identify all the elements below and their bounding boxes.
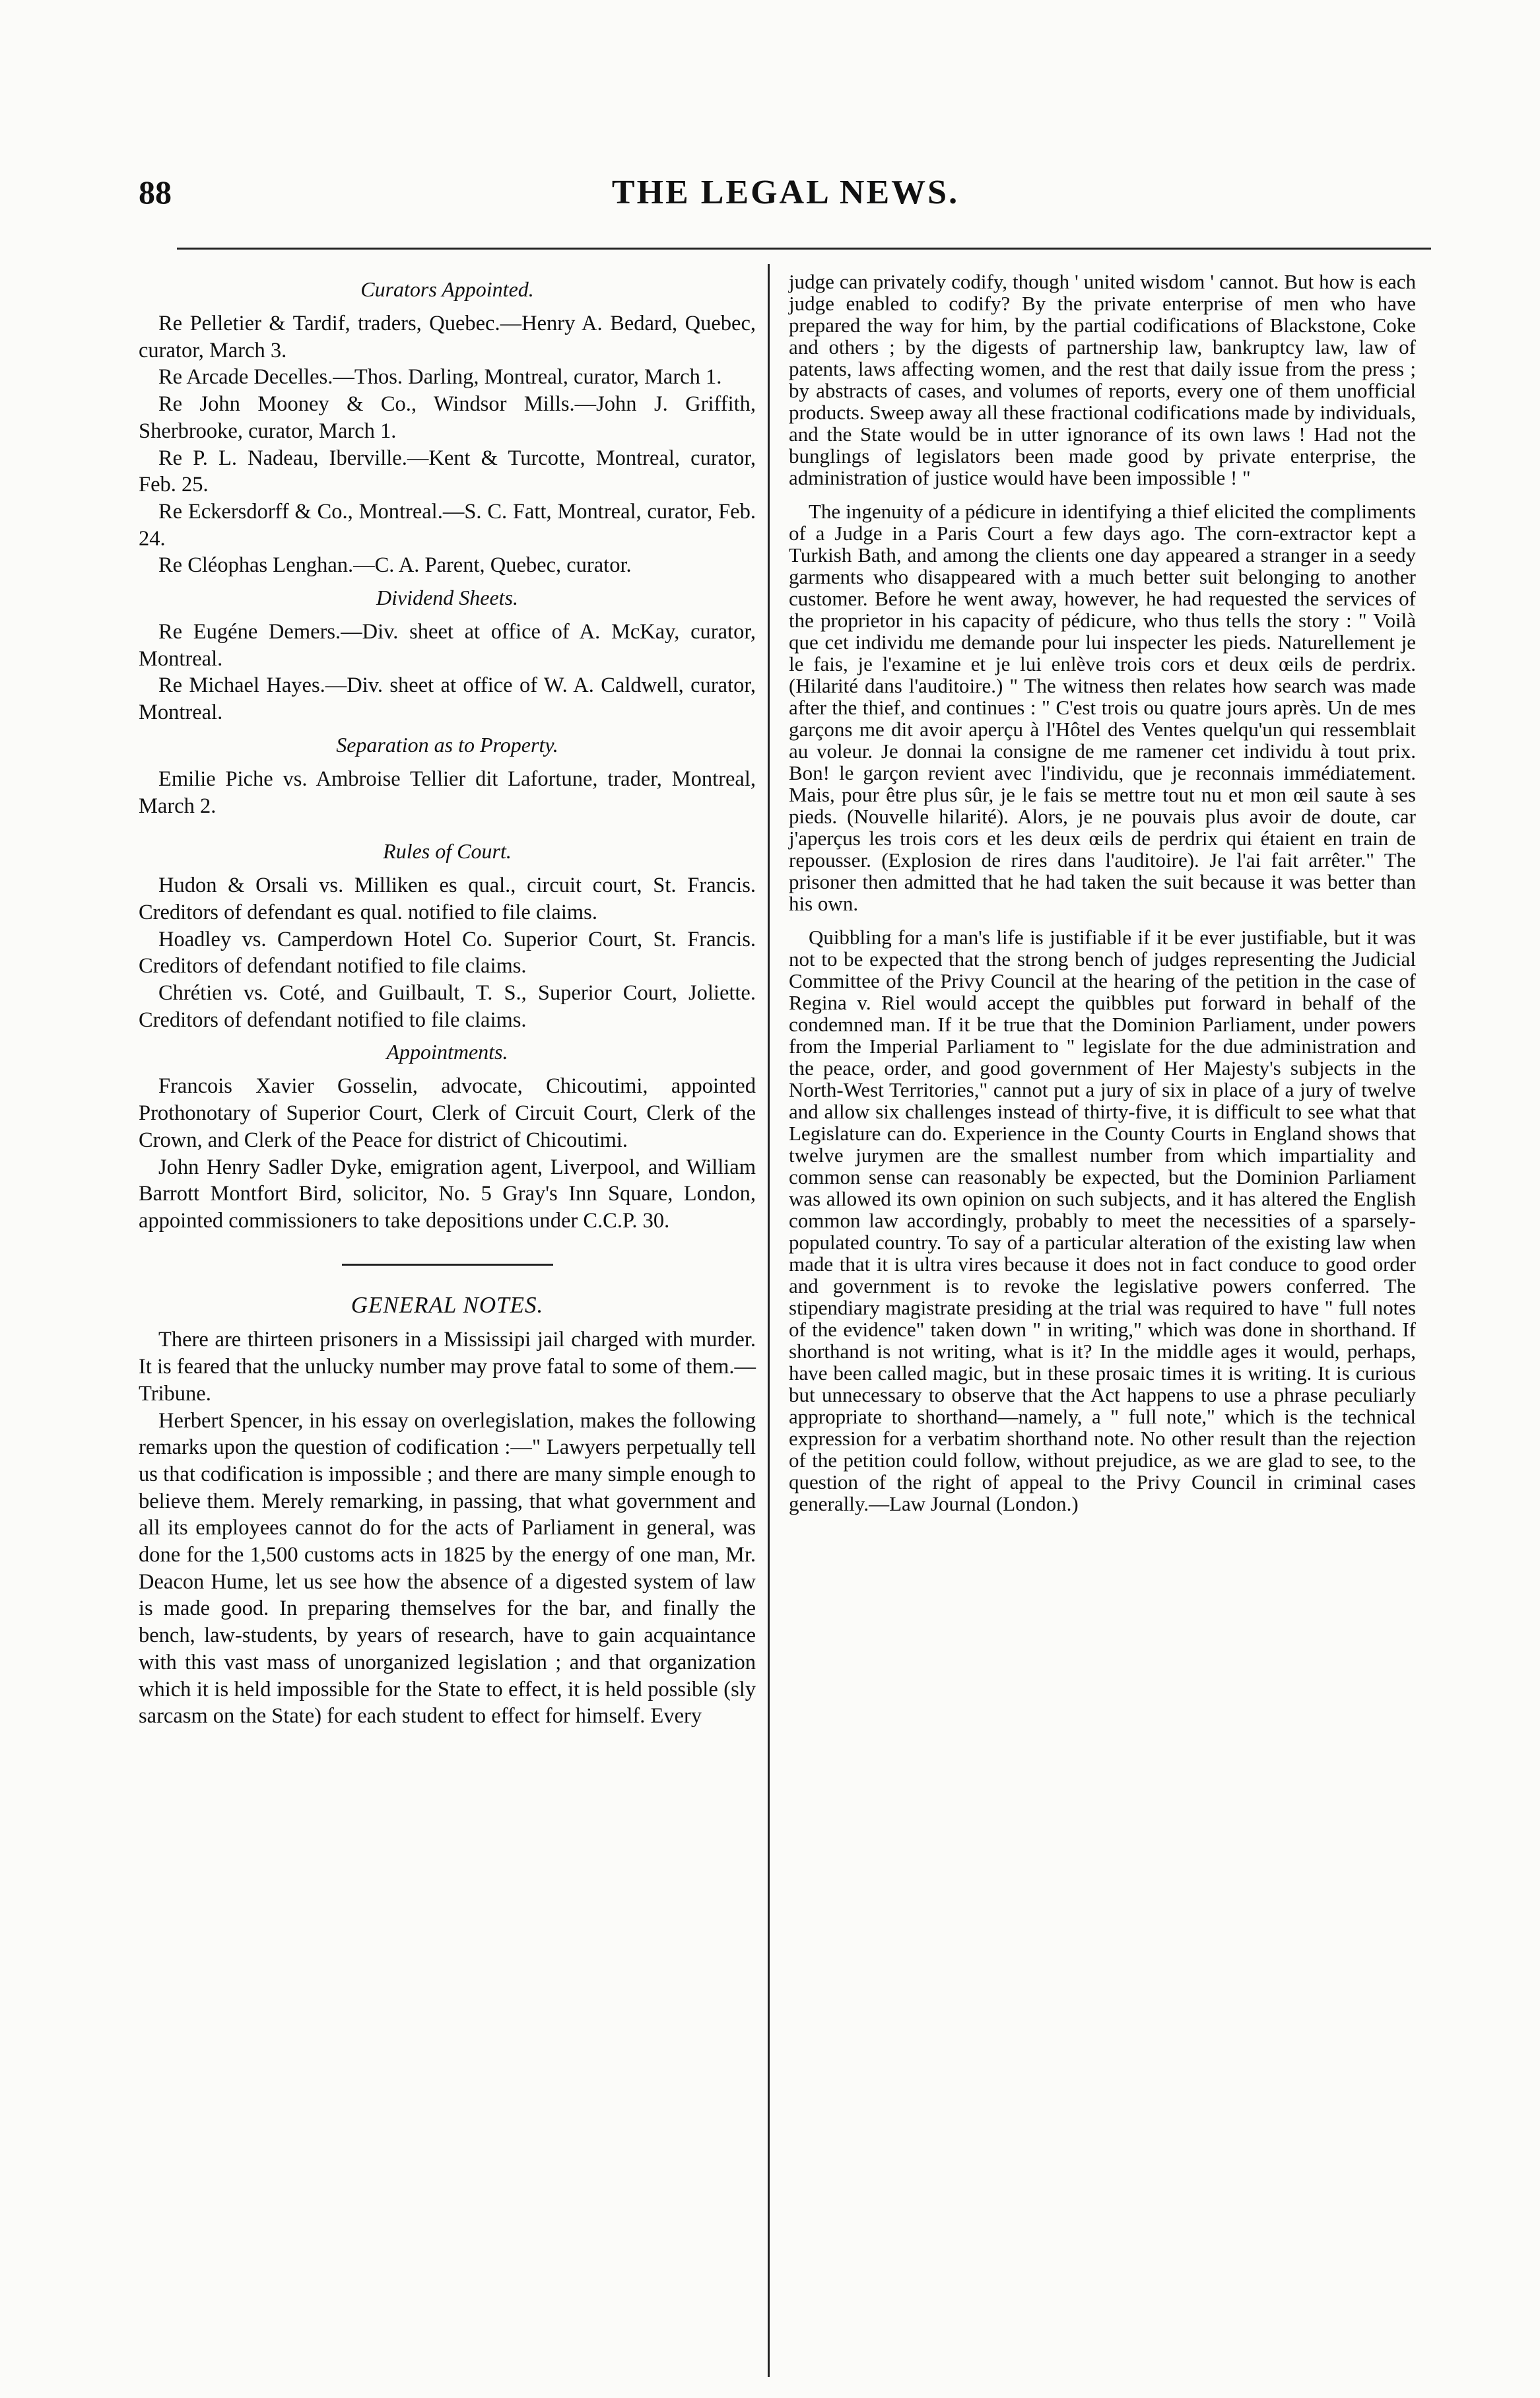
column-divider [768,264,770,2377]
left-column [139,271,756,1730]
list-item: Re Michael Hayes.—Div. sheet at office of W. A. Caldwell, curator, Montreal. [139,673,756,725]
continuation-paragraph: judge can privately codify, though ' united wisdom ' cannot. But how is each judge enabled to codify? By the private enterprise of men who have prepared the way for him, by the partial codifications of Blackstone, Coke and others ; by the digests of partnership law, bankruptcy law, law of patents, laws affecting women, and the rest that daily issue from the press ; by abstracts of cases, and volumes of reports, every one of them unofficial products. Sweep away all these fractional codifications made by individuals, and the State would be in utter ignorance of its own laws ! Had not the bunglings of legislators been made good by private enterprise, the administration of justice would have been impossible ! " [789,270,1416,489]
list-item: Re Eugéne Demers.—Div. sheet at office of A. McKay, curator, Montreal. [139,620,756,671]
list-item: Chrétien vs. Coté, and Guilbault, T. S., Superior Court, Joliette. Creditors of defendant notified to file claims. [139,981,756,1032]
separation-heading: Separation as to Property. [336,732,558,757]
right-column [789,271,1416,1515]
general-notes-heading: GENERAL NOTES. [351,1291,544,1318]
list-item: Hoadley vs. Camperdown Hotel Co. Superior Court, St. Francis. Creditors of defendant notified to file claims. [139,927,756,978]
list-item: Hudon & Orsali vs. Milliken es qual., circuit court, St. Francis. Creditors of defendant es qual. notified to file claims. [139,874,756,924]
page-number: 88 [139,174,172,211]
list-item: Re Cléophas Lenghan.—C. A. Parent, Quebec, curator. [158,553,632,578]
list-item: John Henry Sadler Dyke, emigration agent, Liverpool, and William Barrott Montfort Bird, solicitor, No. 5 Gray's Inn Square, London, appointed commissioners to take depositions under C.C.P. 30. [139,1155,756,1233]
section-rule [342,1264,553,1266]
appointments-heading: Appointments. [386,1040,508,1064]
pedicure-paragraph: The ingenuity of a pédicure in identifying a thief elicited the compliments of a Judge in a Paris Court a few days ago. The corn-extractor kept a Turkish Bath, and among the clients one day appeared a stranger in a seedy garments who disappeared with a much better suit belonging to another customer. Before he went away, however, he had requested the services of the proprietor in his capacity of pédicure, who thus tells the story : " Voilà que cet individu me demande pour lui inspecter les pieds. Naturellement je le fais, je l'examine et je lui enlève trois cors et deux œils de perdrix. (Hilarité dans l'auditoire.) " The witness then relates how search was made after the thief, and continues : " C'est trois ou quatre jours après. Un de mes garçons me dit avoir aperçu à l'Hôtel des Ventes quelqu'un qui ressemblait au voleur. Je donnai la consigne de me ramener cet individu à tout prix. Bon! le garçon revient avec l'individu, que je reconnais immédiatement. Mais, pour être plus sûr, je le fais se mettre tout nu et mon œil saute à ses pieds. (Nouvelle hilarité). Alors, je ne pouvais plus avoir de doute, car j'aperçus les trois cors et les deux œils de perdrix qui étaient en train de repousser. (Explosion de rires dans l'auditoire). Je l'ai fait arrêter." The prisoner then admitted that he had taken the suit because it was better than his own. [789,500,1416,915]
list-item: Re Eckersdorff & Co., Montreal.—S. C. Fatt, Montreal, curator, Feb. 24. [139,499,756,551]
list-item: Francois Xavier Gosselin, advocate, Chicoutimi, appointed Prothonotary of Superior Court, Clerk of Circuit Court, Clerk of the Crown, and Clerk of the Peace for district of Chicoutimi. [139,1074,756,1152]
curators-heading: Curators Appointed. [360,277,534,301]
note-paragraph: Herbert Spencer, in his essay on overlegislation, makes the following remarks upon the question of codification :—" Lawyers perpetually tell us that codification is impossible ; and there are many simple enough to believe them. Merely remarking, in passing, that what government and all its employees cannot do for the acts of Parliament in general, was done for the 1,500 customs acts in 1825 by the energy of one man, Mr. Deacon Hume, let us see how the absence of a digested system of law is made good. In preparing themselves for the bar, and finally the bench, law-students, by years of research, have to gain acquaintance with this vast mass of unorganized legislation ; and that organization which it is held impossible for the State to effect, it is held possible (sly sarcasm on the State) for each student to effect for himself. Every [139,1408,756,1729]
list-item: Re Arcade Decelles.—Thos. Darling, Montreal, curator, March 1. [158,365,722,390]
dividend-heading: Dividend Sheets. [376,586,519,610]
note-paragraph: There are thirteen prisoners in a Mississipi jail charged with murder. It is feared that the unlucky number may prove fatal to some of them.—Tribune. [139,1328,756,1406]
running-title: THE LEGAL NEWS. [611,174,960,211]
list-item: Re Pelletier & Tardif, traders, Quebec.—Henry A. Bedard, Quebec, curator, March 3. [139,312,756,362]
page-header [139,173,1432,232]
list-item: Re P. L. Nadeau, Iberville.—Kent & Turcotte, Montreal, curator, Feb. 25. [139,446,756,497]
list-item: Re John Mooney & Co., Windsor Mills.—John J. Griffith, Sherbrooke, curator, March 1. [139,392,756,443]
rules-heading: Rules of Court. [383,839,512,864]
quibbling-paragraph: Quibbling for a man's life is justifiable if it be ever justifiable, but it was not to be expected that the strong bench of judges representing the Judicial Committee of the Privy Council at the hearing of the petition in the case of Regina v. Riel would accept the quibbles put forward in behalf of the condemned man. If it be true that the Dominion Parliament, under powers from the Imperial Parliament to " legislate for the due administration and the peace, order, and good government of Her Majesty's subjects in the North-West Territories," cannot put a jury of six in place of a jury of twelve and allow six challenges instead of thirty-five, it is difficult to see what that Legislature can do. Experience in the County Courts in England shows that twelve jurymen are the smallest number from which impartiality and common sense can reasonably be expected, but the Dominion Parliament was allowed its own opinion on such subjects, and it has altered the English common law accordingly, probably to meet the necessities of a sparsely-populated country. To say of a particular alteration of the existing law when made that it is ultra vires because it does not in fact conduce to good order and government is to revoke the legislative powers conferred. The stipendiary magistrate presiding at the trial was required to have " full notes of the evidence" taken down " in writing," which was done in shorthand. If shorthand is not writing, what is it? In the middle ages it would, perhaps, have been called magic, but in these prosaic times it is writing. It is curious but unnecessary to observe that the Act happens to use a phrase peculiarly appropriate to shorthand—namely, a " full note," which is the technical expression for a verbatim shorthand note. No other result than the rejection of the petition could follow, without prejudice, as we are glad to see, to the question of the right of appeal to the Privy Council in criminal cases generally.—Law Journal (London.) [789,926,1416,1515]
list-item: Emilie Piche vs. Ambroise Tellier dit Lafortune, trader, Montreal, March 2. [139,767,756,818]
header-rule [177,248,1431,250]
